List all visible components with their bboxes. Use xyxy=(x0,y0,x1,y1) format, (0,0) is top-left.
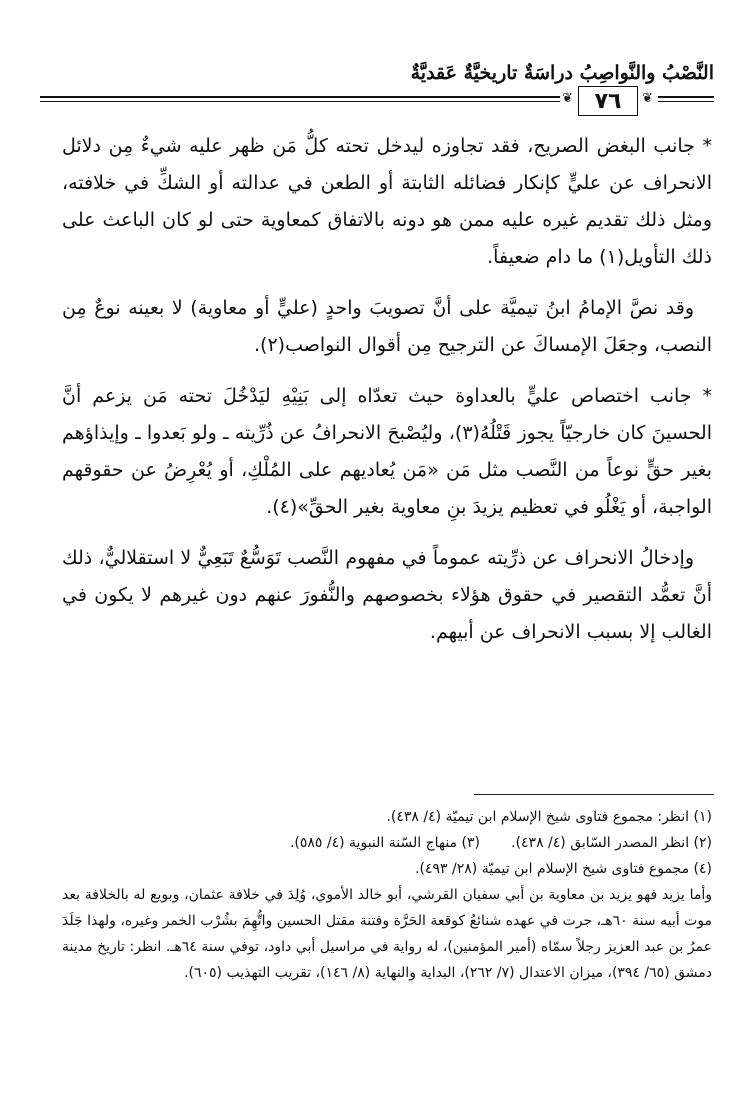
header-rule-left-thin xyxy=(40,101,560,102)
footnote-continuation: وأما يزيد فهو يزيد بن معاوية بن أبي سفيان القرشي، أبو خالد الأموي، وُلِدَ في خلافة عثمان، وبويع له بالخلافة بعد موت أبيه سنة ٦٠هـ، جرت في عهده شنائعُ كوقعة الحَرَّة وفتنة مقتل الحسين واتُّهِمَ بشُرْب الخمر وغيره، ولهذا جَلَدَ عمرُ بن عبد العزيز رجلاً سمّاه (أمير المؤمنين)، له رواية في مراسيل أبي داود، توفي سنة ٦٤هـ. انظر: تاريخ مدينة دمشق (٦٥/ ٣٩٤)، ميزان الاعتدال (٧/ ٢٦٢)، البداية والنهاية (٨/ ١٤٦)، تقريب التهذيب (٦٠٥). xyxy=(62,887,713,981)
ornament-icon: ❦ xyxy=(642,91,653,106)
footnote: (١) انظر: مجموع فتاوى شيخ الإسلام ابن تيميّة (٤/ ٤٣٨). xyxy=(386,809,712,825)
paragraph: * جانب البغض الصريح، فقد تجاوزه ليدخل تحته كلُّ مَن ظهر عليه شيءٌ مِن دلائل الانحراف عن عليٍّ كإنكار فضائله الثابتة أو الطعن في عدالته أو الشكِّ في خلافته، ومثل ذلك تقديم غيره عليه ممن هو دونه بالاتفاق كمعاوية حتى لو كان الباعث على ذلك التأويل(١) ما دام ضعيفاً. xyxy=(62,135,712,268)
header-rule-left xyxy=(40,96,560,98)
running-header-title: النَّصْبُ والنَّواصِبُ دراسَةٌ تاريخيَّةٌ عَقديَّةٌ xyxy=(410,62,714,84)
paragraph: * جانب اختصاص عليٍّ بالعداوة حيث تعدّاه إلى بَنِيْهِ ليَدْخُلَ تحته مَن يزعم أنَّ الحسينَ كان خارجيّاً يجوز قَتْلُهُ(٣)، وليُصْبحَ الانحرافُ عن ذُرِّيته ـ ولو بَعدوا ـ وإيذاؤهم بغير حقٍّ نوعاً من النَّصب مثل مَن «مَن يُعاديهم على المُلْكِ، أو يُعْرِضُ عن حقوقهم الواجبة، أو يَغْلُو في تعظيم يزيدَ بنِ معاوية بغير الحقِّ»(٤). xyxy=(62,385,712,518)
paragraph: وإدخالُ الانحراف عن ذرِّيته عموماً في مفهوم النَّصب تَوَسُّعٌ تَبَعِيٌّ لا استقلاليٌّ، ذلك أنَّ تعمُّد التقصير في حقوق هؤلاء بخصوصهم والنُّفورَ عنهم دون غيرهم لا يكون في الغالب إلا بسبب الانحراف عن أبيهم. xyxy=(62,547,712,643)
main-text xyxy=(62,128,712,651)
paragraph: وقد نصَّ الإمامُ ابنُ تيميَّة على أنَّ تصويبَ واحدٍ (عليٍّ أو معاوية) لا بعينه نوعٌ مِن النصب، وجعَلَ الإمساكَ عن الترجيح مِن أقوال النواصب(٢). xyxy=(62,297,712,356)
page-number: ٧٦ xyxy=(578,86,638,116)
footnotes xyxy=(62,804,712,986)
footnote-separator xyxy=(474,794,714,795)
footnote: (٤) مجموع فتاوى شيخ الإسلام ابن تيميّة (٢٨/ ٤٩٣). xyxy=(415,861,712,877)
footnote: (٢) انظر المصدر السّابق (٤/ ٤٣٨). (٣) منهاج السّنة النبوية (٤/ ٥٨٥). xyxy=(289,835,712,851)
ornament-icon: ❦ xyxy=(562,91,573,106)
header-rule-right-thin xyxy=(658,101,714,102)
header-rule-right xyxy=(658,96,714,98)
